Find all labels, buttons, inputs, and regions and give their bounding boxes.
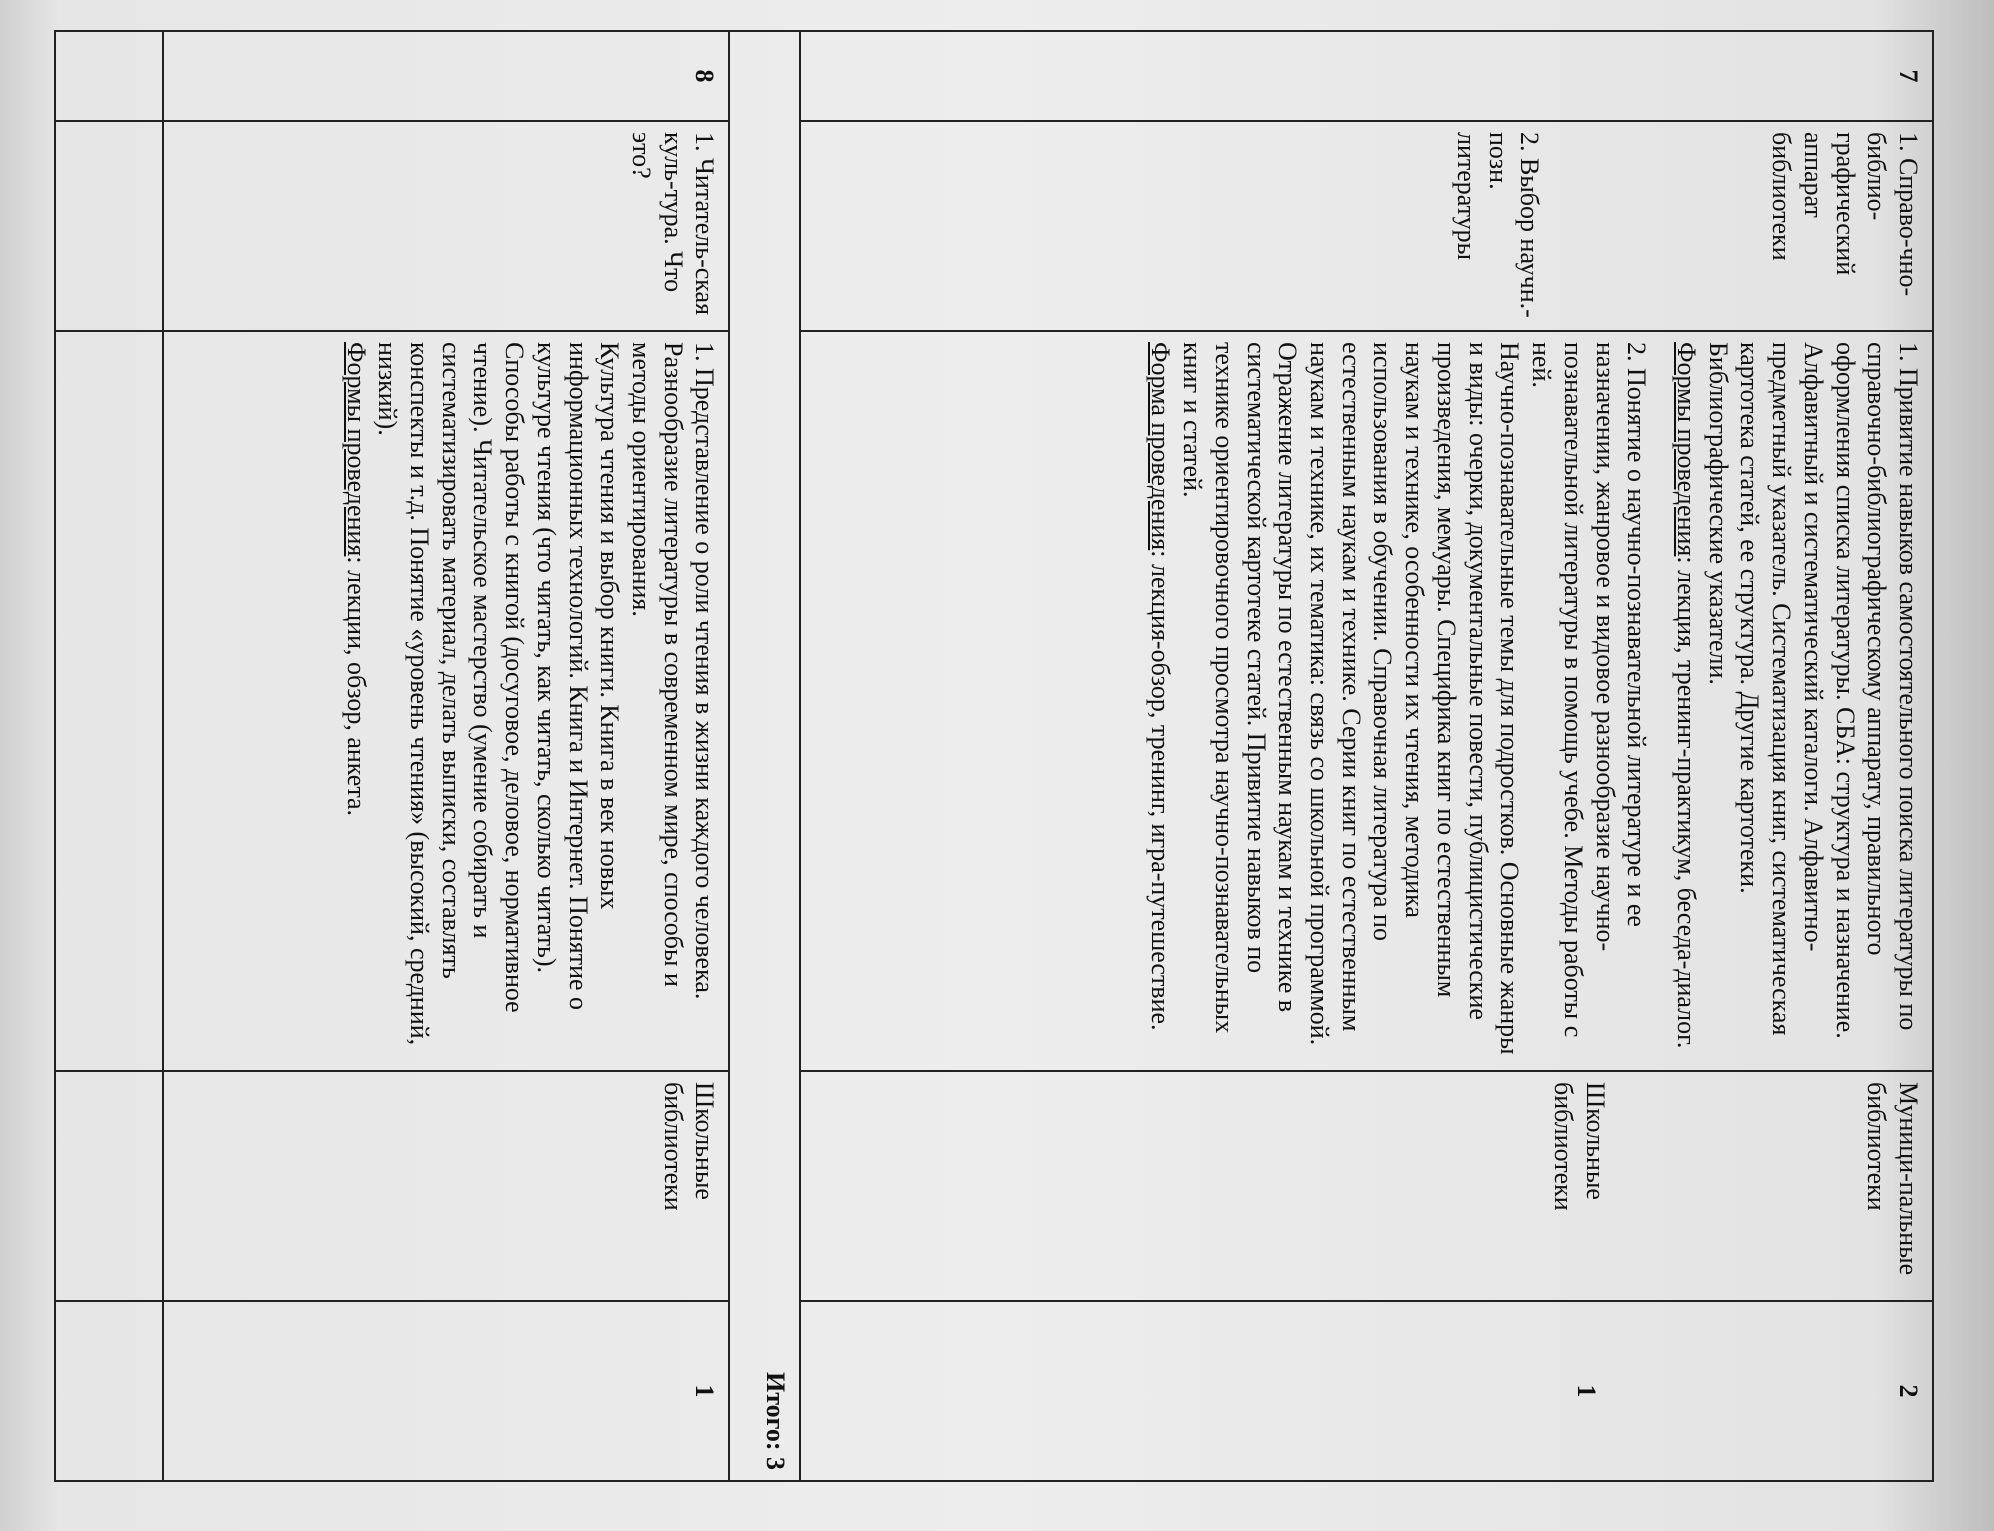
curriculum-table xyxy=(54,30,1934,1482)
topic-text: 2. Выбор научн.-позн. литературы xyxy=(1451,132,1545,318)
row-number: 7 xyxy=(800,31,1933,121)
content-text: 2. Понятие о научно-познавательной литературе и ее назначении, жанровое и видовое разнообразие научно-познавательной литературы в помощь учебе. Методы работы с ней. xyxy=(1527,342,1652,1038)
place-cell: Школьные библиотеки xyxy=(163,1071,729,1301)
content-text: 1. Привитие навыков самостоятельного поиска литературы по справочно-библиографическому аппарату, правильного оформления списка литературы. СБА: структура и назначение. Алфавитный и систематический каталоги. Алфавитно-предметный указатель. Систематизация книг, систематическая картотека статей, ее структура. Другие картотеки. Библиографические указатели. xyxy=(1703,342,1923,1039)
content-text: Культура чтения и выбор книги. Книга в век новых информационных технологий. Книга и Интернет. Понятие о культуре чтения (что читать, как читать, сколько читать). Способы работы с книгой (досуговое, деловое, нормативное чтение). Читательское мастерство (умение собирать и систематизировать материал, делать выписки, составлять конспекты и т.д. Понятие «уровень чтения» (высокий, средний, низкий). xyxy=(373,342,625,1046)
content-cell xyxy=(800,331,1933,1071)
content-cell xyxy=(163,331,729,1071)
topic-cell xyxy=(800,121,1933,331)
table-row xyxy=(163,31,729,1481)
topic-text: 1. Справо-чно-библио-графический аппарат библиотеки xyxy=(1767,132,1923,297)
empty-cell xyxy=(55,1301,163,1481)
forms-line xyxy=(1670,342,1702,1060)
topic-cell: 1. Читатель-ская куль-тура. Что это? xyxy=(163,121,729,331)
table-row xyxy=(729,31,800,1481)
forms-label: Формы проведения xyxy=(341,342,371,557)
forms-label: Формы проведения xyxy=(1671,342,1701,557)
forms-text: : лекции, обзор, анкета. xyxy=(341,556,371,817)
hours-cell xyxy=(800,1301,1933,1481)
forms-label: Форма проведения xyxy=(1146,342,1176,551)
content-text: Научно-познавательные темы для подростков. Основные жанры и виды: очерки, документальные повести, публицистические произведения, мемуары. Специфика книг по естественным наукам и технике, особенности их чтения, методика использования в обучении. Справочная литература по естественным наукам и технике. Серии книг по естественным наукам и технике, их тематика: связь со школьной программой. Отражение литературы по естественным наукам и технике в систематической картотеке статей. Привитие навыков по технике ориентировочного просмотра научно-познавательных книг и статей. xyxy=(1178,342,1525,1055)
empty-cell xyxy=(55,121,163,331)
hours-value: 1 xyxy=(1572,1384,1602,1398)
place-text: Школьные библиотеки xyxy=(1548,1082,1610,1211)
forms-line xyxy=(340,342,372,1060)
total-row: Итого: 3 xyxy=(729,31,800,1481)
forms-line xyxy=(1145,342,1177,1060)
place-cell xyxy=(800,1071,1933,1301)
empty-cell xyxy=(55,31,163,121)
hours-cell: 1 xyxy=(163,1301,729,1481)
content-text: 1. Представление о роли чтения в жизни каждого человека. Разнообразие литературы в современном мире, способы и методы ориентирования. xyxy=(627,342,720,1000)
hours-value: 2 xyxy=(1894,1384,1923,1398)
table-row xyxy=(800,31,1933,1481)
place-text: Муници-пальные библиотеки xyxy=(1862,1082,1923,1276)
empty-cell xyxy=(55,1071,163,1301)
table-row xyxy=(55,31,163,1481)
forms-text: : лекция-обзор, тренинг, игра-путешествие. xyxy=(1146,550,1176,1031)
row-number: 8 xyxy=(163,31,729,121)
empty-cell xyxy=(55,331,163,1071)
forms-text: : лекция, тренинг-практикум, беседа-диалог. xyxy=(1671,556,1701,1049)
